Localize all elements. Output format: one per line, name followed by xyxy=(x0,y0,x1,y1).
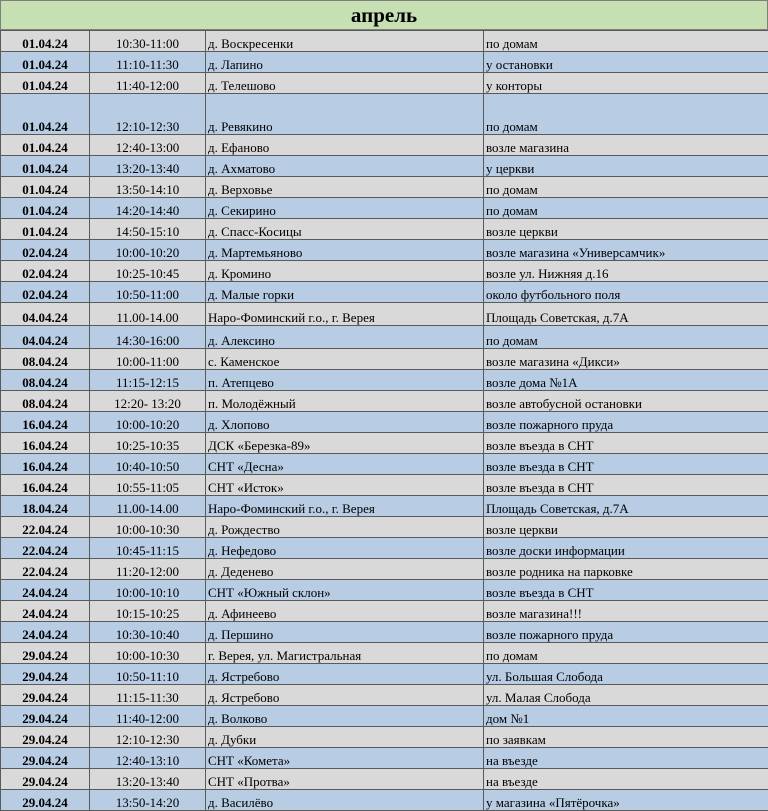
row-time: 10:00-10:10 xyxy=(90,580,206,601)
row-date: 01.04.24 xyxy=(1,219,90,240)
row-date: 29.04.24 xyxy=(1,727,90,748)
row-time: 12:10-12:30 xyxy=(90,727,206,748)
table-row xyxy=(1,685,768,706)
row-time: 10:00-10:20 xyxy=(90,240,206,261)
row-location: дом №1 xyxy=(484,706,768,727)
row-place: п. Молодёжный xyxy=(206,391,484,412)
row-place: д. Алексино xyxy=(206,326,484,349)
row-place: СНТ «Комета» xyxy=(206,748,484,769)
row-time: 10:55-11:05 xyxy=(90,475,206,496)
row-date: 04.04.24 xyxy=(1,326,90,349)
table-row xyxy=(1,370,768,391)
row-time: 10:00-10:20 xyxy=(90,412,206,433)
row-place: г. Верея, ул. Магистральная xyxy=(206,643,484,664)
row-location: возле въезда в СНТ xyxy=(484,433,768,454)
row-time: 14:50-15:10 xyxy=(90,219,206,240)
row-date: 29.04.24 xyxy=(1,664,90,685)
row-time: 14:20-14:40 xyxy=(90,198,206,219)
row-date: 02.04.24 xyxy=(1,282,90,303)
row-place: д. Ревякино xyxy=(206,94,484,135)
table-row xyxy=(1,94,768,135)
row-time: 10:50-11:10 xyxy=(90,664,206,685)
row-location: возле церкви xyxy=(484,219,768,240)
row-date: 01.04.24 xyxy=(1,198,90,219)
table-row xyxy=(1,198,768,219)
row-place: д. Малые горки xyxy=(206,282,484,303)
month-title: апрель xyxy=(0,0,768,30)
table-row xyxy=(1,748,768,769)
row-date: 02.04.24 xyxy=(1,261,90,282)
row-place: СНТ «Южный склон» xyxy=(206,580,484,601)
row-time: 10:25-10:45 xyxy=(90,261,206,282)
row-date: 08.04.24 xyxy=(1,370,90,391)
row-location: на въезде xyxy=(484,748,768,769)
row-location: возле ул. Нижняя д.16 xyxy=(484,261,768,282)
row-location: возле церкви xyxy=(484,517,768,538)
row-place: д. Першино xyxy=(206,622,484,643)
table-row xyxy=(1,52,768,73)
table-row xyxy=(1,177,768,198)
row-time: 10:30-11:00 xyxy=(90,31,206,52)
row-date: 29.04.24 xyxy=(1,748,90,769)
row-location: на въезде xyxy=(484,769,768,790)
table-row xyxy=(1,135,768,156)
row-place: п. Атепцево xyxy=(206,370,484,391)
row-place: д. Нефедово xyxy=(206,538,484,559)
table-row xyxy=(1,664,768,685)
table-row xyxy=(1,412,768,433)
row-location: ул. Большая Слобода xyxy=(484,664,768,685)
table-row xyxy=(1,727,768,748)
row-location: возле магазина!!! xyxy=(484,601,768,622)
row-time: 10:00-10:30 xyxy=(90,517,206,538)
row-date: 01.04.24 xyxy=(1,94,90,135)
row-date: 22.04.24 xyxy=(1,559,90,580)
row-date: 24.04.24 xyxy=(1,580,90,601)
row-location: ул. Малая Слобода xyxy=(484,685,768,706)
table-row xyxy=(1,496,768,517)
row-place: д. Кромино xyxy=(206,261,484,282)
table-row xyxy=(1,219,768,240)
row-place: д. Ястребово xyxy=(206,664,484,685)
row-time: 10:50-11:00 xyxy=(90,282,206,303)
row-date: 01.04.24 xyxy=(1,156,90,177)
table-row xyxy=(1,601,768,622)
row-location: возле доски информации xyxy=(484,538,768,559)
row-time: 11:15-11:30 xyxy=(90,685,206,706)
table-row xyxy=(1,261,768,282)
table-row xyxy=(1,156,768,177)
row-time: 12:40-13:00 xyxy=(90,135,206,156)
row-time: 11:20-12:00 xyxy=(90,559,206,580)
row-location: возле родника на парковке xyxy=(484,559,768,580)
table-row xyxy=(1,559,768,580)
row-location: возле въезда в СНТ xyxy=(484,454,768,475)
row-place: СНТ «Десна» xyxy=(206,454,484,475)
row-place: с. Каменское xyxy=(206,349,484,370)
table-row xyxy=(1,73,768,94)
row-location: возле магазина «Универсамчик» xyxy=(484,240,768,261)
row-date: 29.04.24 xyxy=(1,685,90,706)
row-location: у остановки xyxy=(484,52,768,73)
row-time: 10:30-10:40 xyxy=(90,622,206,643)
row-location: возле въезда в СНТ xyxy=(484,580,768,601)
row-time: 11.00-14.00 xyxy=(90,496,206,517)
row-time: 10:00-10:30 xyxy=(90,643,206,664)
row-location: возле въезда в СНТ xyxy=(484,475,768,496)
row-date: 22.04.24 xyxy=(1,538,90,559)
row-date: 29.04.24 xyxy=(1,769,90,790)
row-time: 11:10-11:30 xyxy=(90,52,206,73)
table-row xyxy=(1,706,768,727)
row-time: 10:25-10:35 xyxy=(90,433,206,454)
row-date: 22.04.24 xyxy=(1,517,90,538)
table-row xyxy=(1,282,768,303)
row-time: 13:20-13:40 xyxy=(90,769,206,790)
table-row xyxy=(1,349,768,370)
schedule-table-body xyxy=(1,31,768,811)
row-place: д. Хлопово xyxy=(206,412,484,433)
row-location: возле пожарного пруда xyxy=(484,412,768,433)
row-date: 16.04.24 xyxy=(1,433,90,454)
row-date: 29.04.24 xyxy=(1,643,90,664)
table-row xyxy=(1,517,768,538)
row-location: возле дома №1А xyxy=(484,370,768,391)
row-time: 11:40-12:00 xyxy=(90,706,206,727)
row-time: 13:20-13:40 xyxy=(90,156,206,177)
row-time: 10:45-11:15 xyxy=(90,538,206,559)
row-place: д. Рождество xyxy=(206,517,484,538)
row-date: 18.04.24 xyxy=(1,496,90,517)
row-date: 08.04.24 xyxy=(1,349,90,370)
row-place: д. Воскресенки xyxy=(206,31,484,52)
row-location: у церкви xyxy=(484,156,768,177)
row-date: 16.04.24 xyxy=(1,475,90,496)
row-place: д. Афинеево xyxy=(206,601,484,622)
row-date: 01.04.24 xyxy=(1,52,90,73)
row-place: д. Спасс-Косицы xyxy=(206,219,484,240)
row-place: д. Дубки xyxy=(206,727,484,748)
row-place: д. Ястребово xyxy=(206,685,484,706)
table-row xyxy=(1,643,768,664)
row-location: по домам xyxy=(484,643,768,664)
row-place: д. Лапино xyxy=(206,52,484,73)
row-place: СНТ «Исток» xyxy=(206,475,484,496)
row-time: 10:40-10:50 xyxy=(90,454,206,475)
table-row xyxy=(1,769,768,790)
row-location: у конторы xyxy=(484,73,768,94)
row-date: 01.04.24 xyxy=(1,135,90,156)
row-time: 12:40-13:10 xyxy=(90,748,206,769)
table-row xyxy=(1,475,768,496)
table-row xyxy=(1,303,768,326)
row-place: д. Волково xyxy=(206,706,484,727)
row-location: возле магазина «Дикси» xyxy=(484,349,768,370)
row-time: 10:00-11:00 xyxy=(90,349,206,370)
table-row xyxy=(1,580,768,601)
row-time: 12:10-12:30 xyxy=(90,94,206,135)
row-location: по заявкам xyxy=(484,727,768,748)
row-place: Наро-Фоминский г.о., г. Верея xyxy=(206,303,484,326)
row-place: д. Телешово xyxy=(206,73,484,94)
row-location: возле магазина xyxy=(484,135,768,156)
row-date: 01.04.24 xyxy=(1,73,90,94)
row-date: 29.04.24 xyxy=(1,706,90,727)
row-location: по домам xyxy=(484,198,768,219)
row-time: 11.00-14.00 xyxy=(90,303,206,326)
row-date: 01.04.24 xyxy=(1,177,90,198)
row-location: по домам xyxy=(484,94,768,135)
row-place: д. Ахматово xyxy=(206,156,484,177)
row-date: 16.04.24 xyxy=(1,412,90,433)
row-location: по домам xyxy=(484,326,768,349)
row-location: возле пожарного пруда xyxy=(484,622,768,643)
row-location: у магазина «Пятёрочка» xyxy=(484,790,768,811)
row-location: около футбольного поля xyxy=(484,282,768,303)
row-time: 12:20- 13:20 xyxy=(90,391,206,412)
table-row xyxy=(1,454,768,475)
row-time: 14:30-16:00 xyxy=(90,326,206,349)
row-location: Площадь Советская, д.7А xyxy=(484,303,768,326)
table-row xyxy=(1,240,768,261)
row-place: СНТ «Протва» xyxy=(206,769,484,790)
table-row xyxy=(1,790,768,811)
row-place: д. Ефаново xyxy=(206,135,484,156)
row-location: Площадь Советская, д.7А xyxy=(484,496,768,517)
row-date: 16.04.24 xyxy=(1,454,90,475)
row-date: 01.04.24 xyxy=(1,31,90,52)
row-location: возле автобусной остановки xyxy=(484,391,768,412)
table-row xyxy=(1,433,768,454)
table-row xyxy=(1,31,768,52)
row-place: д. Секирино xyxy=(206,198,484,219)
row-location: по домам xyxy=(484,177,768,198)
row-time: 10:15-10:25 xyxy=(90,601,206,622)
schedule-table xyxy=(0,30,768,811)
row-location: по домам xyxy=(484,31,768,52)
table-row xyxy=(1,538,768,559)
row-date: 04.04.24 xyxy=(1,303,90,326)
row-time: 11:40-12:00 xyxy=(90,73,206,94)
row-time: 13:50-14:20 xyxy=(90,790,206,811)
row-place: д. Василёво xyxy=(206,790,484,811)
row-date: 29.04.24 xyxy=(1,790,90,811)
row-place: д. Деденево xyxy=(206,559,484,580)
row-date: 24.04.24 xyxy=(1,601,90,622)
row-date: 24.04.24 xyxy=(1,622,90,643)
row-place: д. Мартемьяново xyxy=(206,240,484,261)
row-place: Наро-Фоминский г.о., г. Верея xyxy=(206,496,484,517)
table-row xyxy=(1,326,768,349)
row-place: д. Верховье xyxy=(206,177,484,198)
row-time: 11:15-12:15 xyxy=(90,370,206,391)
table-row xyxy=(1,622,768,643)
table-row xyxy=(1,391,768,412)
row-place: ДСК «Березка-89» xyxy=(206,433,484,454)
row-time: 13:50-14:10 xyxy=(90,177,206,198)
row-date: 08.04.24 xyxy=(1,391,90,412)
row-date: 02.04.24 xyxy=(1,240,90,261)
